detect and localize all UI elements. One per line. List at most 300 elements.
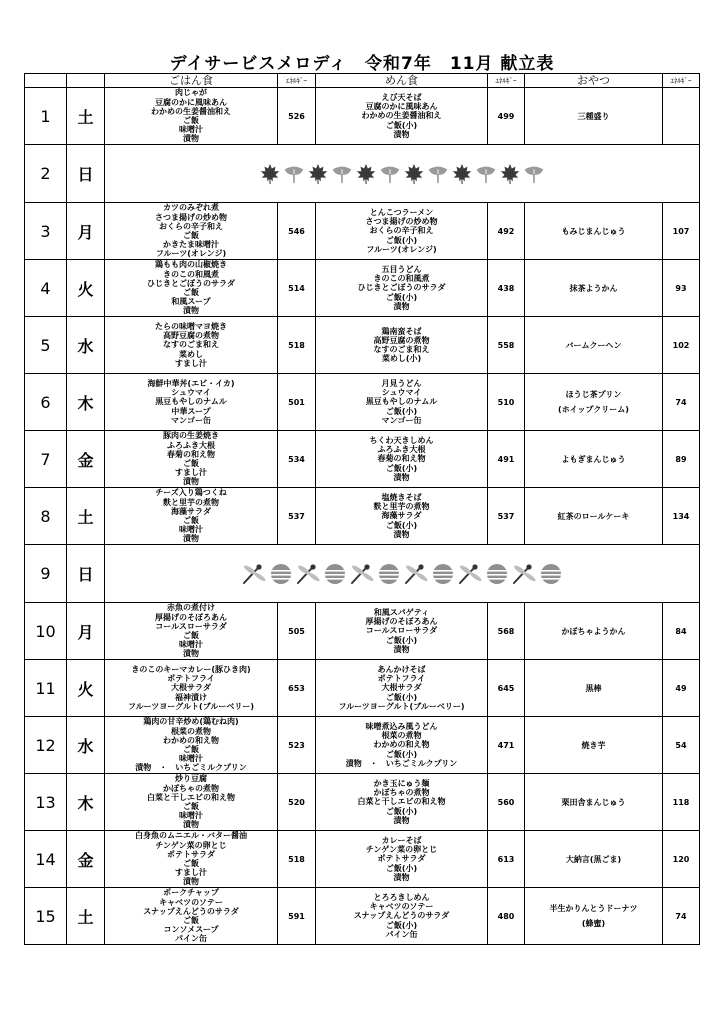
menu-item: フルーツ(オレンジ) — [155, 249, 227, 259]
menu-item: 肉じゃが — [175, 88, 207, 98]
snack-item: 紅茶のロールケーキ — [557, 511, 630, 521]
menu-item: 海藻サラダ — [381, 511, 422, 521]
menu-item: すまし汁 — [175, 468, 207, 478]
menu-item: チンゲン菜の卵とじ — [155, 840, 227, 850]
menu-item: ご飯(小) — [385, 235, 418, 245]
noodle-energy: 568 — [488, 603, 525, 660]
day-number: 5 — [25, 317, 67, 374]
menu-item: ご飯 — [183, 231, 199, 240]
header-snack-energy: ｴﾈﾙｷﾞｰ — [663, 74, 700, 88]
ginkgo-leaf-icon — [427, 163, 449, 185]
menu-item: なすのごま和え — [163, 340, 219, 350]
rice-menu — [105, 431, 278, 488]
day-row — [25, 603, 700, 660]
menu-item: 白身魚のムニエル・バター醤油 — [135, 831, 247, 841]
rice-energy: 514 — [278, 260, 316, 317]
snack-energy: 74 — [663, 888, 700, 945]
maple-leaf-icon — [355, 163, 377, 185]
day-row — [25, 88, 700, 145]
noodle-menu — [316, 260, 488, 317]
noodle-energy: 499 — [488, 88, 525, 145]
snack-item: かぼちゃようかん — [561, 626, 626, 636]
rice-energy: 518 — [278, 831, 316, 888]
menu-item: ポテトサラダ — [167, 849, 215, 859]
snack-menu — [525, 374, 663, 431]
snack-menu — [525, 488, 663, 545]
day-number: 8 — [25, 488, 67, 545]
dragonfly-icon — [349, 562, 375, 586]
snack-menu — [525, 203, 663, 260]
menu-item: 鶏南蛮そば — [381, 326, 422, 336]
rice-energy: 523 — [278, 717, 316, 774]
snack-item: 抹茶ようかん — [569, 283, 618, 293]
menu-item: ご飯 — [183, 745, 199, 754]
snack-item: (ホイップクリーム) — [558, 405, 629, 414]
day-of-week: 日 — [67, 145, 105, 203]
rice-menu — [105, 660, 278, 717]
menu-item: ご飯(小) — [385, 749, 418, 759]
rice-menu — [105, 603, 278, 660]
header-rice-energy: ｴﾈﾙｷﾞｰ — [278, 74, 316, 88]
menu-item: 漬物 — [393, 872, 410, 882]
dragonfly-icon — [241, 562, 267, 586]
noodle-menu — [316, 488, 488, 545]
menu-item: すまし汁 — [175, 868, 207, 878]
snack-menu — [525, 774, 663, 831]
menu-item: シュウマイ — [171, 388, 211, 398]
day-number: 14 — [25, 831, 67, 888]
menu-table — [24, 73, 700, 945]
dragonfly-icon — [295, 562, 321, 586]
menu-item: ご飯 — [183, 516, 199, 525]
menu-item: おくらの辛子和え — [369, 226, 434, 236]
menu-item: 根菜の煮物 — [171, 726, 211, 736]
noodle-energy: 438 — [488, 260, 525, 317]
noodle-menu — [316, 831, 488, 888]
holiday-decoration — [105, 145, 700, 203]
rice-menu — [105, 488, 278, 545]
menu-item: キャベツのソテー — [369, 902, 434, 912]
holiday-decoration — [105, 545, 700, 603]
menu-item: 味噌汁 — [179, 640, 203, 650]
snack-menu — [525, 717, 663, 774]
snack-menu — [525, 603, 663, 660]
menu-item: 大根サラダ — [381, 683, 422, 693]
menu-item: カレーそば — [381, 835, 422, 845]
menu-item: ご飯(小) — [385, 463, 418, 473]
noodle-energy: 613 — [488, 831, 525, 888]
menu-item: 赤魚の煮付け — [167, 603, 215, 613]
menu-item: チンゲン菜の卵とじ — [365, 845, 438, 855]
rice-energy: 520 — [278, 774, 316, 831]
menu-item: ご飯 — [183, 459, 199, 468]
menu-item: パイン缶 — [385, 929, 418, 939]
menu-item: 漬物 — [183, 877, 199, 887]
menu-item: 海鮮中華丼(エビ・イカ) — [147, 378, 235, 388]
dragonfly-icon — [403, 562, 429, 586]
day-row — [25, 145, 700, 203]
snack-energy: 93 — [663, 260, 700, 317]
menu-item: 漬物 — [393, 301, 410, 311]
menu-item: ご飯(小) — [385, 120, 418, 130]
snack-energy: 89 — [663, 431, 700, 488]
menu-item: ひじきとごぼうのサラダ — [147, 278, 235, 288]
menu-item: きのこの和風煮 — [373, 274, 430, 284]
snack-energy: 134 — [663, 488, 700, 545]
snack-item: よもぎまんじゅう — [561, 454, 626, 464]
menu-item: 高野豆腐の煮物 — [163, 331, 219, 341]
noodle-menu — [316, 717, 488, 774]
day-number: 6 — [25, 374, 67, 431]
menu-item: 豆腐のかに風味あん — [365, 102, 438, 112]
menu-item: 味噌汁 — [179, 525, 203, 535]
snack-item: 大納言(黒ごま) — [565, 854, 622, 864]
menu-item: かぼちゃの煮物 — [373, 788, 430, 798]
setting-sun-icon — [323, 562, 347, 586]
day-row — [25, 545, 700, 603]
day-of-week: 水 — [67, 317, 105, 374]
maple-leaf-icon — [499, 163, 521, 185]
menu-item: ご飯(小) — [385, 520, 418, 530]
menu-item: 塩焼きそば — [381, 492, 422, 502]
rice-menu — [105, 717, 278, 774]
day-number: 4 — [25, 260, 67, 317]
rice-energy: 653 — [278, 660, 316, 717]
rice-energy: 501 — [278, 374, 316, 431]
menu-item: ご飯(小) — [385, 292, 418, 302]
menu-item: スナップえんどうのサラダ — [353, 911, 450, 921]
maple-leaf-icon — [307, 163, 329, 185]
day-of-week: 火 — [67, 260, 105, 317]
rice-menu — [105, 88, 278, 145]
menu-item: 白菜と干しエビの和え物 — [357, 797, 446, 807]
menu-item: コールスローサラダ — [155, 621, 227, 631]
snack-energy: 107 — [663, 203, 700, 260]
snack-energy: 74 — [663, 374, 700, 431]
menu-item: さつま揚げの炒め物 — [155, 212, 227, 222]
snack-menu — [525, 260, 663, 317]
menu-item: ご飯 — [183, 288, 199, 297]
day-number: 10 — [25, 603, 67, 660]
menu-item: わかめの生姜醤油和え — [361, 111, 442, 121]
page-title: デイサービスメロディ 令和7年 11月 献立表 — [169, 54, 555, 74]
snack-item: もみじまんじゅう — [561, 226, 626, 236]
day-number: 12 — [25, 717, 67, 774]
ginkgo-leaf-icon — [283, 163, 305, 185]
menu-item: 菜めし — [179, 349, 203, 359]
menu-item: 春菊の和え物 — [377, 454, 426, 464]
day-row — [25, 717, 700, 774]
menu-item: カツのみぞれ煮 — [163, 203, 219, 213]
menu-item: すまし汁 — [175, 358, 207, 368]
rice-energy: 546 — [278, 203, 316, 260]
menu-item: スナップえんどうのサラダ — [143, 906, 239, 916]
noodle-energy: 645 — [488, 660, 525, 717]
menu-item: 漬物 — [183, 820, 199, 830]
menu-item: 和風スパゲティ — [373, 607, 430, 617]
menu-item: たらの味噌マヨ焼き — [155, 321, 227, 331]
day-of-week: 金 — [67, 831, 105, 888]
menu-item: 麩と里芋の煮物 — [163, 497, 219, 507]
rice-energy: 518 — [278, 317, 316, 374]
menu-item: 鶏もも肉の山椒焼き — [155, 260, 227, 270]
menu-item: フルーツ(オレンジ) — [366, 244, 437, 254]
menu-item: 福神漬け — [175, 692, 207, 702]
day-row — [25, 203, 700, 260]
menu-item: ポテトフライ — [377, 674, 426, 684]
rice-energy: 591 — [278, 888, 316, 945]
menu-item: かぼちゃの煮物 — [163, 783, 219, 793]
noodle-menu — [316, 203, 488, 260]
rice-energy: 526 — [278, 88, 316, 145]
day-of-week: 土 — [67, 488, 105, 545]
menu-item: 五目うどん — [381, 264, 422, 274]
snack-menu — [525, 88, 663, 145]
menu-item: 漬物 — [393, 815, 410, 825]
menu-item: ご飯(小) — [385, 920, 418, 930]
menu-item: 豆腐のかに風味あん — [155, 97, 227, 107]
menu-item: コールスローサラダ — [365, 626, 438, 636]
menu-item: 麩と里芋の煮物 — [373, 502, 430, 512]
noodle-energy: 480 — [488, 888, 525, 945]
day-number: 3 — [25, 203, 67, 260]
noodle-menu — [316, 374, 488, 431]
rice-menu — [105, 374, 278, 431]
menu-item: マンゴー缶 — [381, 415, 422, 425]
menu-item: 白菜と干しエビの和え物 — [147, 792, 235, 802]
snack-item: 三種盛り — [577, 111, 610, 121]
day-row — [25, 774, 700, 831]
maple-leaf-icon — [259, 163, 281, 185]
menu-item: 海藻サラダ — [171, 506, 211, 516]
menu-item: 炒り豆腐 — [175, 774, 207, 784]
rice-energy: 534 — [278, 431, 316, 488]
snack-energy: 54 — [663, 717, 700, 774]
setting-sun-icon — [485, 562, 509, 586]
noodle-menu — [316, 888, 488, 945]
snack-item: 黒棒 — [585, 683, 602, 693]
snack-item: バームクーヘン — [565, 340, 622, 350]
menu-item: わかめの和え物 — [163, 735, 219, 745]
noodle-energy: 560 — [488, 774, 525, 831]
menu-item: えび天そば — [381, 92, 422, 102]
menu-item: 春菊の和え物 — [167, 449, 215, 459]
menu-item: 漬物 — [183, 649, 199, 659]
noodle-energy: 558 — [488, 317, 525, 374]
rice-menu — [105, 831, 278, 888]
noodle-menu — [316, 88, 488, 145]
day-of-week: 金 — [67, 431, 105, 488]
menu-item: 厚揚げのそぼろあん — [155, 612, 227, 622]
menu-item: 味噌汁 — [179, 125, 203, 135]
menu-item: パイン缶 — [175, 934, 207, 944]
noodle-energy: 471 — [488, 717, 525, 774]
menu-item: フルーツヨーグルト(ブルーベリー) — [338, 701, 465, 711]
rice-menu — [105, 260, 278, 317]
menu-item: 漬物 — [183, 134, 199, 144]
menu-item: 漬物 — [183, 306, 199, 316]
noodle-energy: 510 — [488, 374, 525, 431]
snack-item: 焼き芋 — [581, 740, 606, 750]
day-of-week: 月 — [67, 603, 105, 660]
menu-item: 高野豆腐の煮物 — [373, 335, 430, 345]
day-row — [25, 317, 700, 374]
menu-item: 漬物 — [183, 477, 199, 487]
menu-body — [25, 88, 700, 945]
menu-item: キャベツのソテー — [159, 897, 223, 907]
menu-item: ポテトサラダ — [377, 854, 426, 864]
menu-item: 味噌汁 — [179, 811, 203, 821]
menu-item: かき玉にゅう麺 — [373, 778, 430, 788]
snack-menu — [525, 317, 663, 374]
menu-item: 漬物 ・ いちごミルクプリン — [135, 763, 247, 773]
day-number: 11 — [25, 660, 67, 717]
noodle-menu — [316, 317, 488, 374]
menu-item: きのこの和風煮 — [163, 269, 219, 279]
day-row — [25, 888, 700, 945]
menu-item: ご飯(小) — [385, 635, 418, 645]
menu-item: ご飯 — [183, 631, 199, 640]
dragonfly-icon — [511, 562, 537, 586]
day-number: 7 — [25, 431, 67, 488]
snack-energy: 118 — [663, 774, 700, 831]
menu-item: ポークチャップ — [163, 888, 219, 898]
menu-item: ひじきとごぼうのサラダ — [357, 283, 446, 293]
menu-item: ふろふき大根 — [167, 440, 215, 450]
menu-item: 漬物 — [393, 529, 410, 539]
day-row — [25, 831, 700, 888]
noodle-energy: 492 — [488, 203, 525, 260]
day-of-week: 土 — [67, 888, 105, 945]
menu-item: わかめの生姜醤油和え — [151, 106, 231, 116]
day-row — [25, 260, 700, 317]
menu-item: なすのごま和え — [373, 345, 430, 354]
menu-item: 大根サラダ — [171, 683, 211, 693]
ginkgo-leaf-icon — [331, 163, 353, 185]
menu-item: 漬物 — [393, 129, 410, 139]
maple-leaf-icon — [403, 163, 425, 185]
snack-energy: 84 — [663, 603, 700, 660]
menu-item: コンソメスープ — [163, 925, 219, 935]
menu-item: チーズ入り鶏つくね — [155, 488, 227, 498]
day-number: 9 — [25, 545, 67, 603]
noodle-menu — [316, 431, 488, 488]
ginkgo-leaf-icon — [475, 163, 497, 185]
day-number: 15 — [25, 888, 67, 945]
menu-item: 漬物 — [183, 534, 199, 544]
rice-menu — [105, 774, 278, 831]
menu-item: ご飯(小) — [385, 692, 418, 702]
menu-item: マンゴー缶 — [171, 415, 211, 425]
day-of-week: 水 — [67, 717, 105, 774]
day-of-week: 木 — [67, 374, 105, 431]
menu-item: きのこのキーマカレー(豚ひき肉) — [131, 664, 251, 674]
rice-menu — [105, 317, 278, 374]
menu-item: かきたま味噌汁 — [163, 240, 219, 250]
day-number: 2 — [25, 145, 67, 203]
menu-item: ちくわ天きしめん — [369, 435, 434, 445]
snack-menu — [525, 831, 663, 888]
snack-menu — [525, 431, 663, 488]
menu-item: ご飯(小) — [385, 406, 418, 416]
menu-item: ご飯 — [183, 916, 199, 925]
snack-energy: 49 — [663, 660, 700, 717]
day-number: 13 — [25, 774, 67, 831]
snack-item: 半生かりんとうドーナツ — [549, 904, 638, 913]
day-of-week: 火 — [67, 660, 105, 717]
menu-item: 味噌汁 — [179, 754, 203, 764]
header-row — [25, 74, 700, 88]
menu-item: 菜めし(小) — [381, 354, 422, 364]
header-rice: ごはん食 — [105, 74, 278, 88]
setting-sun-icon — [539, 562, 563, 586]
menu-item: ふろふき大根 — [377, 445, 426, 455]
menu-item: あんかけそば — [377, 664, 426, 674]
day-row — [25, 660, 700, 717]
snack-menu — [525, 888, 663, 945]
menu-item: 鶏肉の甘辛炒め(鶏むね肉) — [143, 717, 239, 727]
header-noodle-energy: ｴﾈﾙｷﾞｰ — [488, 74, 525, 88]
day-row — [25, 488, 700, 545]
rice-energy: 537 — [278, 488, 316, 545]
menu-item: ご飯(小) — [385, 863, 418, 873]
day-of-week: 日 — [67, 545, 105, 603]
ginkgo-leaf-icon — [523, 163, 545, 185]
menu-item: わかめの和え物 — [373, 740, 430, 750]
menu-item: とろろきしめん — [373, 892, 430, 902]
snack-energy: 120 — [663, 831, 700, 888]
snack-energy — [663, 88, 700, 145]
noodle-energy: 537 — [488, 488, 525, 545]
menu-item: さつま揚げの炒め物 — [365, 217, 438, 227]
menu-item: ご飯 — [183, 116, 199, 125]
rice-energy: 505 — [278, 603, 316, 660]
snack-item: 栗田舎まんじゅう — [561, 797, 626, 807]
menu-item: シュウマイ — [381, 388, 422, 398]
header-snack: おやつ — [525, 74, 663, 88]
dragonfly-icon — [457, 562, 483, 586]
header-noodle: めん食 — [316, 74, 488, 88]
header-blank-num — [25, 74, 67, 88]
setting-sun-icon — [431, 562, 455, 586]
menu-item: 味噌煮込み風うどん — [365, 721, 438, 731]
rice-menu — [105, 888, 278, 945]
menu-item: 豚肉の生姜焼き — [163, 431, 219, 441]
noodle-menu — [316, 603, 488, 660]
setting-sun-icon — [377, 562, 401, 586]
menu-item: 漬物 — [393, 644, 410, 654]
menu-item: ご飯(小) — [385, 806, 418, 816]
setting-sun-icon — [269, 562, 293, 586]
snack-item: ほうじ茶プリン — [565, 390, 622, 399]
menu-item: 黒豆もやしのナムル — [155, 397, 227, 407]
snack-energy: 102 — [663, 317, 700, 374]
day-row — [25, 374, 700, 431]
rice-menu — [105, 203, 278, 260]
menu-item: ポテトフライ — [167, 674, 215, 684]
menu-item: 漬物 — [393, 472, 410, 482]
day-of-week: 木 — [67, 774, 105, 831]
snack-item: (蜂蜜) — [581, 919, 606, 928]
day-of-week: 月 — [67, 203, 105, 260]
menu-item: 和風スープ — [171, 297, 211, 307]
menu-item: 根菜の煮物 — [381, 731, 422, 741]
noodle-menu — [316, 774, 488, 831]
menu-item: 黒豆もやしのナムル — [365, 397, 438, 407]
menu-item: 中華スープ — [171, 406, 211, 416]
menu-item: ご飯 — [183, 802, 199, 811]
menu-item: おくらの辛子和え — [159, 221, 223, 231]
